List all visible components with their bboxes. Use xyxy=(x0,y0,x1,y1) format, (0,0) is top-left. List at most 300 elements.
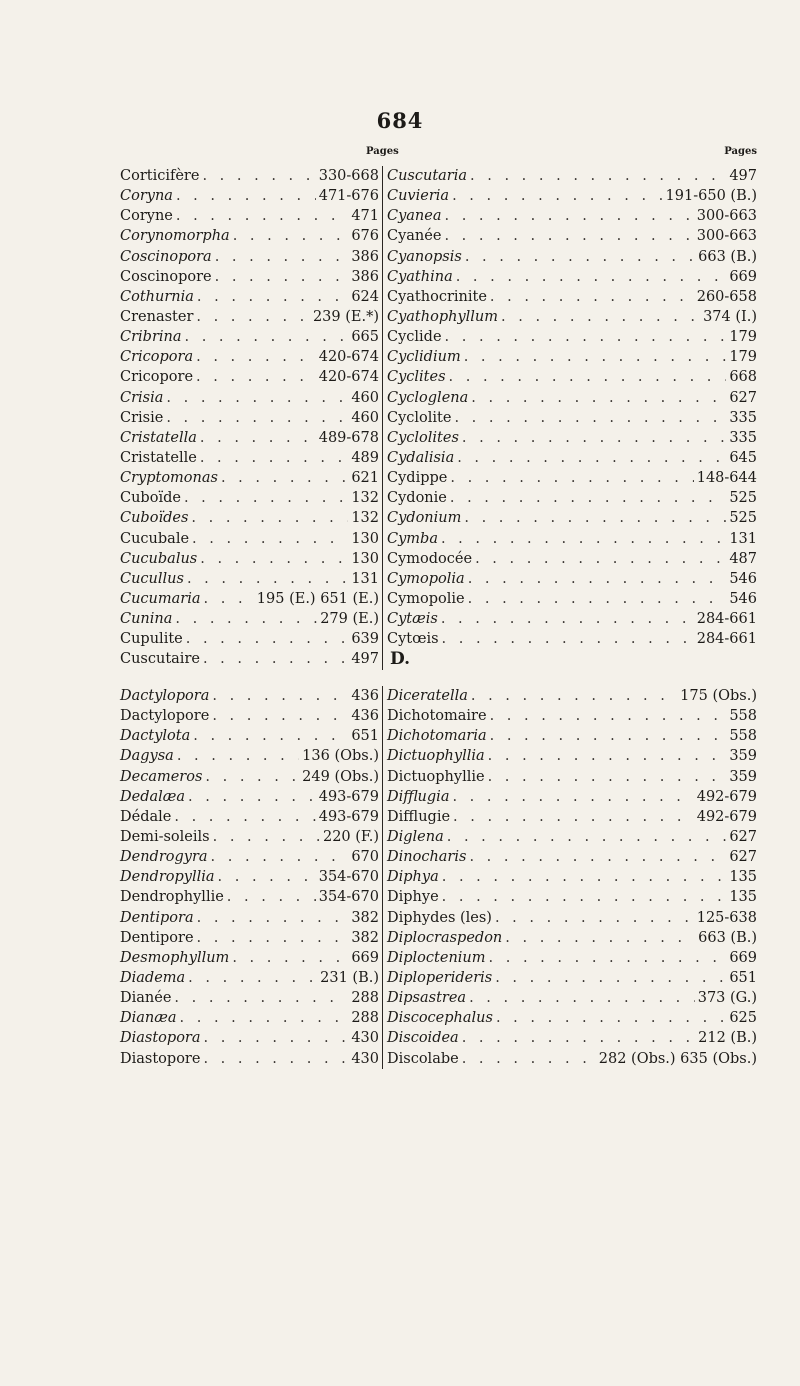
entry-page: 645 xyxy=(729,449,757,466)
entry-name: Dactylopore xyxy=(120,708,210,725)
index-entry xyxy=(383,508,757,528)
entry-page: 627 xyxy=(729,389,757,406)
leader-dots xyxy=(184,488,348,508)
index-entry xyxy=(117,746,382,766)
entry-page: 665 xyxy=(351,329,379,346)
entry-name: Crisie xyxy=(120,409,164,426)
index-entry xyxy=(117,226,382,246)
index-entry xyxy=(383,787,757,807)
leader-dots xyxy=(456,267,727,287)
leader-dots xyxy=(470,166,726,186)
entry-page: 148-644 xyxy=(696,470,757,487)
entry-name: Cydonium xyxy=(387,510,462,527)
entry-name: Dedalæa xyxy=(120,788,186,805)
entry-page: 493-679 xyxy=(318,788,379,805)
index-entry xyxy=(383,347,757,367)
entry-name: Cribrina xyxy=(120,329,182,346)
leader-dots xyxy=(174,807,315,827)
entry-page: 132 xyxy=(351,490,379,507)
index-entry xyxy=(117,327,382,347)
entry-name: Dactylota xyxy=(120,728,191,745)
leader-dots xyxy=(462,428,726,448)
leader-dots xyxy=(196,347,316,367)
index-entry xyxy=(117,1049,382,1069)
index-entry xyxy=(117,347,382,367)
leader-dots xyxy=(205,767,299,787)
leader-dots xyxy=(204,589,254,609)
index-entry xyxy=(117,267,382,287)
index-entry xyxy=(117,589,382,609)
entry-name: Diceratella xyxy=(387,688,468,704)
index-entry xyxy=(383,686,757,706)
index-entry xyxy=(117,307,382,327)
entry-page: 239 (E.*) xyxy=(312,308,379,325)
index-entry xyxy=(383,226,757,246)
entry-name: Cuvieria xyxy=(387,188,450,205)
entry-name: Cydonie xyxy=(387,490,447,507)
entry-page: 621 xyxy=(351,470,379,487)
index-entry xyxy=(117,388,382,408)
index-entry xyxy=(117,867,382,887)
entry-name: Dianæa xyxy=(120,1010,177,1027)
leader-dots xyxy=(442,867,727,887)
entry-page: 669 xyxy=(729,268,757,285)
entry-name: Cucumaria xyxy=(120,590,201,607)
entry-page: 260-658 xyxy=(696,288,757,305)
entry-page: 525 xyxy=(729,490,757,507)
entry-page: 231 (B.) xyxy=(320,969,379,986)
section-c-right-column xyxy=(383,166,757,670)
index-entry xyxy=(383,928,757,948)
leader-dots xyxy=(444,226,693,246)
entry-page: 282 (Obs.) 635 (Obs.) xyxy=(598,1050,757,1067)
index-entry xyxy=(117,1008,382,1028)
entry-page: 546 xyxy=(729,570,757,587)
entry-name: Cyclolite xyxy=(387,409,452,426)
entry-name: Cyathina xyxy=(387,268,453,285)
index-entry xyxy=(117,468,382,488)
entry-name: Diplocraspedon xyxy=(387,929,503,946)
index-entry xyxy=(383,388,757,408)
entry-page: 330-668 xyxy=(318,168,379,184)
entry-name: Cucullus xyxy=(120,570,184,587)
entry-name: Cyathophyllum xyxy=(387,308,499,325)
index-entry xyxy=(117,529,382,549)
leader-dots xyxy=(200,549,348,569)
leader-dots xyxy=(453,807,694,827)
index-entry xyxy=(117,408,382,428)
entry-name: Cytœis xyxy=(387,631,439,648)
entry-name: Crenaster xyxy=(120,308,194,325)
index-entry xyxy=(383,807,757,827)
entry-page: 436 xyxy=(351,708,379,725)
entry-name: Cucubalus xyxy=(120,550,198,567)
leader-dots xyxy=(213,827,320,847)
leader-dots xyxy=(212,686,348,706)
entry-name: Cyclide xyxy=(387,329,442,346)
entry-page: 335 xyxy=(729,429,757,446)
pages-header-left: Pages xyxy=(366,146,399,157)
leader-dots xyxy=(490,726,727,746)
entry-name: Diphya xyxy=(387,869,439,886)
index-entry xyxy=(383,629,757,649)
leader-dots xyxy=(203,1049,348,1069)
entry-page: 460 xyxy=(351,409,379,426)
leader-dots xyxy=(174,988,348,1008)
index-entry xyxy=(117,508,382,528)
leader-dots xyxy=(450,488,726,508)
entry-page: 471 xyxy=(351,208,379,225)
entry-name: Cymopolia xyxy=(387,570,465,587)
entry-name: Cymopolie xyxy=(387,590,465,607)
entry-page: 471-676 xyxy=(318,188,379,205)
entry-name: Cothurnia xyxy=(120,288,194,305)
leader-dots xyxy=(469,988,695,1008)
index-entry xyxy=(117,166,382,186)
entry-name: Cucubale xyxy=(120,530,190,547)
leader-dots xyxy=(445,327,727,347)
leader-dots xyxy=(185,327,349,347)
index-entry xyxy=(117,928,382,948)
leader-dots xyxy=(475,549,726,569)
leader-dots xyxy=(464,347,727,367)
entry-page: 651 xyxy=(729,969,757,986)
index-entry xyxy=(117,968,382,988)
entry-page: 288 xyxy=(351,990,379,1007)
entry-name: Demi-soleils xyxy=(120,828,210,845)
section-c-block xyxy=(117,146,757,670)
entry-page: 284-661 xyxy=(696,631,757,648)
entry-name: Cricopore xyxy=(120,369,194,386)
index-entry xyxy=(117,726,382,746)
index-entry xyxy=(383,529,757,549)
entry-name: Dagysa xyxy=(120,748,174,765)
index-entry xyxy=(383,589,757,609)
entry-name: Coscinopore xyxy=(120,268,212,285)
leader-dots xyxy=(218,867,316,887)
leader-dots xyxy=(462,1028,695,1048)
entry-name: Coryne xyxy=(120,208,173,225)
index-entry xyxy=(117,787,382,807)
entry-name: Dictuophyllia xyxy=(387,748,485,765)
entry-name: Dentipore xyxy=(120,929,194,946)
leader-dots xyxy=(488,746,727,766)
leader-dots xyxy=(212,706,348,726)
entry-name: Decameros xyxy=(120,768,203,785)
entry-name: Cyanopsis xyxy=(387,248,462,265)
entry-name: Dipsastrea xyxy=(387,990,467,1007)
index-entry xyxy=(383,488,757,508)
leader-dots xyxy=(501,307,700,327)
index-entry xyxy=(117,807,382,827)
index-entry xyxy=(383,767,757,787)
entry-name: Cytæis xyxy=(387,611,438,628)
index-entry xyxy=(383,827,757,847)
index-entry xyxy=(117,629,382,649)
index-entry xyxy=(383,327,757,347)
entry-page: 546 xyxy=(729,590,757,607)
entry-name: Cunina xyxy=(120,611,173,628)
entry-page: 558 xyxy=(729,708,757,725)
index-entry xyxy=(383,609,757,629)
entry-name: Dentipora xyxy=(120,909,194,926)
leader-dots xyxy=(441,529,726,549)
leader-dots xyxy=(449,367,727,387)
leader-dots xyxy=(197,928,349,948)
index-entry xyxy=(383,448,757,468)
entry-page: 627 xyxy=(729,849,757,866)
index-entry xyxy=(117,706,382,726)
entry-page: 191-650 (B.) xyxy=(665,188,757,205)
index-entry xyxy=(383,988,757,1008)
entry-name: Cymodocée xyxy=(387,550,473,567)
index-entry xyxy=(117,887,382,907)
leader-dots xyxy=(469,847,726,867)
entry-name: Dianée xyxy=(120,990,172,1007)
leader-dots xyxy=(232,948,348,968)
entry-name: Coscinopora xyxy=(120,248,212,265)
leader-dots xyxy=(211,847,349,867)
entry-page: 179 xyxy=(729,329,757,346)
entry-page: 386 xyxy=(351,248,379,265)
entry-page: 220 (F.) xyxy=(322,828,379,845)
leader-dots xyxy=(176,186,316,206)
section-d-right-column xyxy=(383,686,757,1069)
entry-name: Cuscutaria xyxy=(387,168,468,184)
index-entry xyxy=(383,166,757,186)
index-entry xyxy=(117,287,382,307)
entry-page: 288 xyxy=(351,1010,379,1027)
entry-page: 492-679 xyxy=(696,788,757,805)
entry-page: 460 xyxy=(351,389,379,406)
entry-name: Diastopore xyxy=(120,1050,201,1067)
leader-dots xyxy=(445,206,694,226)
index-entry xyxy=(117,827,382,847)
leader-dots xyxy=(197,908,349,928)
leader-dots xyxy=(204,1028,349,1048)
entry-name: Dichotomaria xyxy=(387,728,487,745)
leader-dots xyxy=(496,1008,726,1028)
leader-dots xyxy=(505,928,695,948)
entry-name: Discolabe xyxy=(387,1050,459,1067)
entry-page: 489 xyxy=(351,449,379,466)
entry-page: 669 xyxy=(351,949,379,966)
leader-dots xyxy=(490,287,694,307)
entry-page: 663 (B.) xyxy=(698,929,757,946)
index-entry xyxy=(383,428,757,448)
entry-name: Diphye xyxy=(387,889,439,906)
entry-page: 354-670 xyxy=(318,869,379,886)
entry-page: 382 xyxy=(351,929,379,946)
entry-name: Cydippe xyxy=(387,470,448,487)
entry-name: Cyclidium xyxy=(387,349,461,366)
index-entry xyxy=(383,746,757,766)
entry-name: Dendrogyra xyxy=(120,849,208,866)
index-entry xyxy=(383,549,757,569)
index-entry xyxy=(117,1028,382,1048)
entry-name: Cyanée xyxy=(387,228,442,245)
entry-page: 386 xyxy=(351,268,379,285)
leader-dots xyxy=(202,166,315,186)
entry-name: Discocephalus xyxy=(387,1010,493,1027)
leader-dots xyxy=(197,287,348,307)
entry-page: 669 xyxy=(729,949,757,966)
entry-name: Diglena xyxy=(387,828,444,845)
index-entry xyxy=(383,887,757,907)
entry-page: 627 xyxy=(729,828,757,845)
leader-dots xyxy=(464,508,726,528)
index-entry xyxy=(117,948,382,968)
entry-name: Dendrophyllie xyxy=(120,889,224,906)
entry-page: 382 xyxy=(351,909,379,926)
entry-page: 175 (Obs.) xyxy=(680,688,757,704)
entry-page: 430 xyxy=(351,1050,379,1067)
entry-page: 125-638 xyxy=(696,909,757,926)
leader-dots xyxy=(447,827,727,847)
leader-dots xyxy=(187,569,348,589)
entry-name: Cupulite xyxy=(120,631,183,648)
index-entry xyxy=(383,247,757,267)
index-entry xyxy=(383,408,757,428)
entry-name: Dédale xyxy=(120,808,172,825)
index-entry xyxy=(117,686,382,706)
leader-dots xyxy=(188,968,317,988)
index-entry xyxy=(117,448,382,468)
leader-dots xyxy=(166,408,348,428)
section-d-block xyxy=(117,686,757,1069)
entry-page: 492-679 xyxy=(696,808,757,825)
entry-name: Difflugia xyxy=(387,788,450,805)
leader-dots xyxy=(215,267,349,287)
index-entry xyxy=(383,367,757,387)
index-entry xyxy=(383,267,757,287)
entry-page: 135 xyxy=(729,869,757,886)
index-entry xyxy=(383,968,757,988)
entry-page: 195 (E.) 651 (E.) xyxy=(256,590,379,607)
entry-page: 497 xyxy=(351,651,379,668)
leader-dots xyxy=(196,367,316,387)
leader-dots xyxy=(177,746,299,766)
section-d-left-column xyxy=(117,686,383,1069)
leader-dots xyxy=(495,908,694,928)
index-entry xyxy=(383,307,757,327)
leader-dots xyxy=(454,408,726,428)
entry-name: Cuboïdes xyxy=(120,510,189,527)
entry-name: Cristatelle xyxy=(120,449,197,466)
entry-name: Diploperideris xyxy=(387,969,493,986)
entry-page: 639 xyxy=(351,631,379,648)
entry-page: 663 (B.) xyxy=(698,248,757,265)
leader-dots xyxy=(450,468,693,488)
entry-page: 651 xyxy=(351,728,379,745)
entry-page: 373 (G.) xyxy=(697,990,757,1007)
entry-page: 676 xyxy=(351,228,379,245)
index-entry xyxy=(383,948,757,968)
leader-dots xyxy=(175,609,317,629)
leader-dots xyxy=(200,448,348,468)
index-entry xyxy=(383,287,757,307)
entry-name: Diploctenium xyxy=(387,949,486,966)
leader-dots xyxy=(233,226,349,246)
entry-name: Cycloglena xyxy=(387,389,469,406)
entry-name: Cyathocrinite xyxy=(387,288,487,305)
leader-dots xyxy=(471,686,677,706)
entry-page: 625 xyxy=(729,1010,757,1027)
entry-name: Discoidea xyxy=(387,1030,459,1047)
pages-header-right: Pages xyxy=(724,146,757,157)
entry-page: 131 xyxy=(351,570,379,587)
leader-dots xyxy=(176,206,348,226)
entry-page: 430 xyxy=(351,1030,379,1047)
entry-name: Corynomorpha xyxy=(120,228,230,245)
leader-dots xyxy=(468,569,727,589)
index-entry xyxy=(383,908,757,928)
leader-dots xyxy=(186,629,349,649)
leader-dots xyxy=(442,887,727,907)
leader-dots xyxy=(468,589,727,609)
index-entry xyxy=(117,488,382,508)
leader-dots xyxy=(192,529,348,549)
entry-page: 489-678 xyxy=(318,429,379,446)
leader-dots xyxy=(221,468,348,488)
entry-page: 130 xyxy=(351,550,379,567)
entry-name: Cryptomonas xyxy=(120,470,218,487)
index-entry xyxy=(117,609,382,629)
index-entry xyxy=(383,468,757,488)
leader-dots xyxy=(488,767,727,787)
entry-page: 135 xyxy=(729,889,757,906)
entry-name: Dictuophyllie xyxy=(387,768,485,785)
entry-name: Coryna xyxy=(120,188,173,205)
leader-dots xyxy=(471,388,726,408)
index-entry xyxy=(383,847,757,867)
index-entry xyxy=(117,767,382,787)
entry-page: 279 (E.) xyxy=(320,611,379,628)
section-c-left-column xyxy=(117,166,383,670)
entry-name: Diastopora xyxy=(120,1030,201,1047)
entry-name: Cristatella xyxy=(120,429,197,446)
index-entry xyxy=(383,726,757,746)
entry-page: 179 xyxy=(729,349,757,366)
leader-dots xyxy=(215,247,349,267)
leader-dots xyxy=(180,1008,349,1028)
entry-name: Corticifère xyxy=(120,168,200,184)
entry-name: Cyanea xyxy=(387,208,442,225)
entry-page: 497 xyxy=(729,168,757,184)
index-entry xyxy=(117,247,382,267)
entry-page: 212 (B.) xyxy=(698,1030,757,1047)
index-entry xyxy=(383,706,757,726)
entry-page: 300-663 xyxy=(696,208,757,225)
index-entry xyxy=(117,428,382,448)
leader-dots xyxy=(196,307,310,327)
leader-dots xyxy=(489,948,727,968)
index-entry xyxy=(383,1028,757,1048)
entry-name: Cuboïde xyxy=(120,490,181,507)
entry-page: 131 xyxy=(729,530,757,547)
entry-page: 136 (Obs.) xyxy=(302,748,379,765)
entry-name: Cydalisia xyxy=(387,449,455,466)
leader-dots xyxy=(465,247,695,267)
index-entry xyxy=(117,549,382,569)
entry-name: Dactylopora xyxy=(120,688,210,704)
leader-dots xyxy=(457,448,726,468)
section-letter-d: D. xyxy=(389,649,411,669)
entry-page: 300-663 xyxy=(696,228,757,245)
index-entry xyxy=(117,186,382,206)
leader-dots xyxy=(441,609,694,629)
entry-name: Dichotomaire xyxy=(387,708,487,725)
